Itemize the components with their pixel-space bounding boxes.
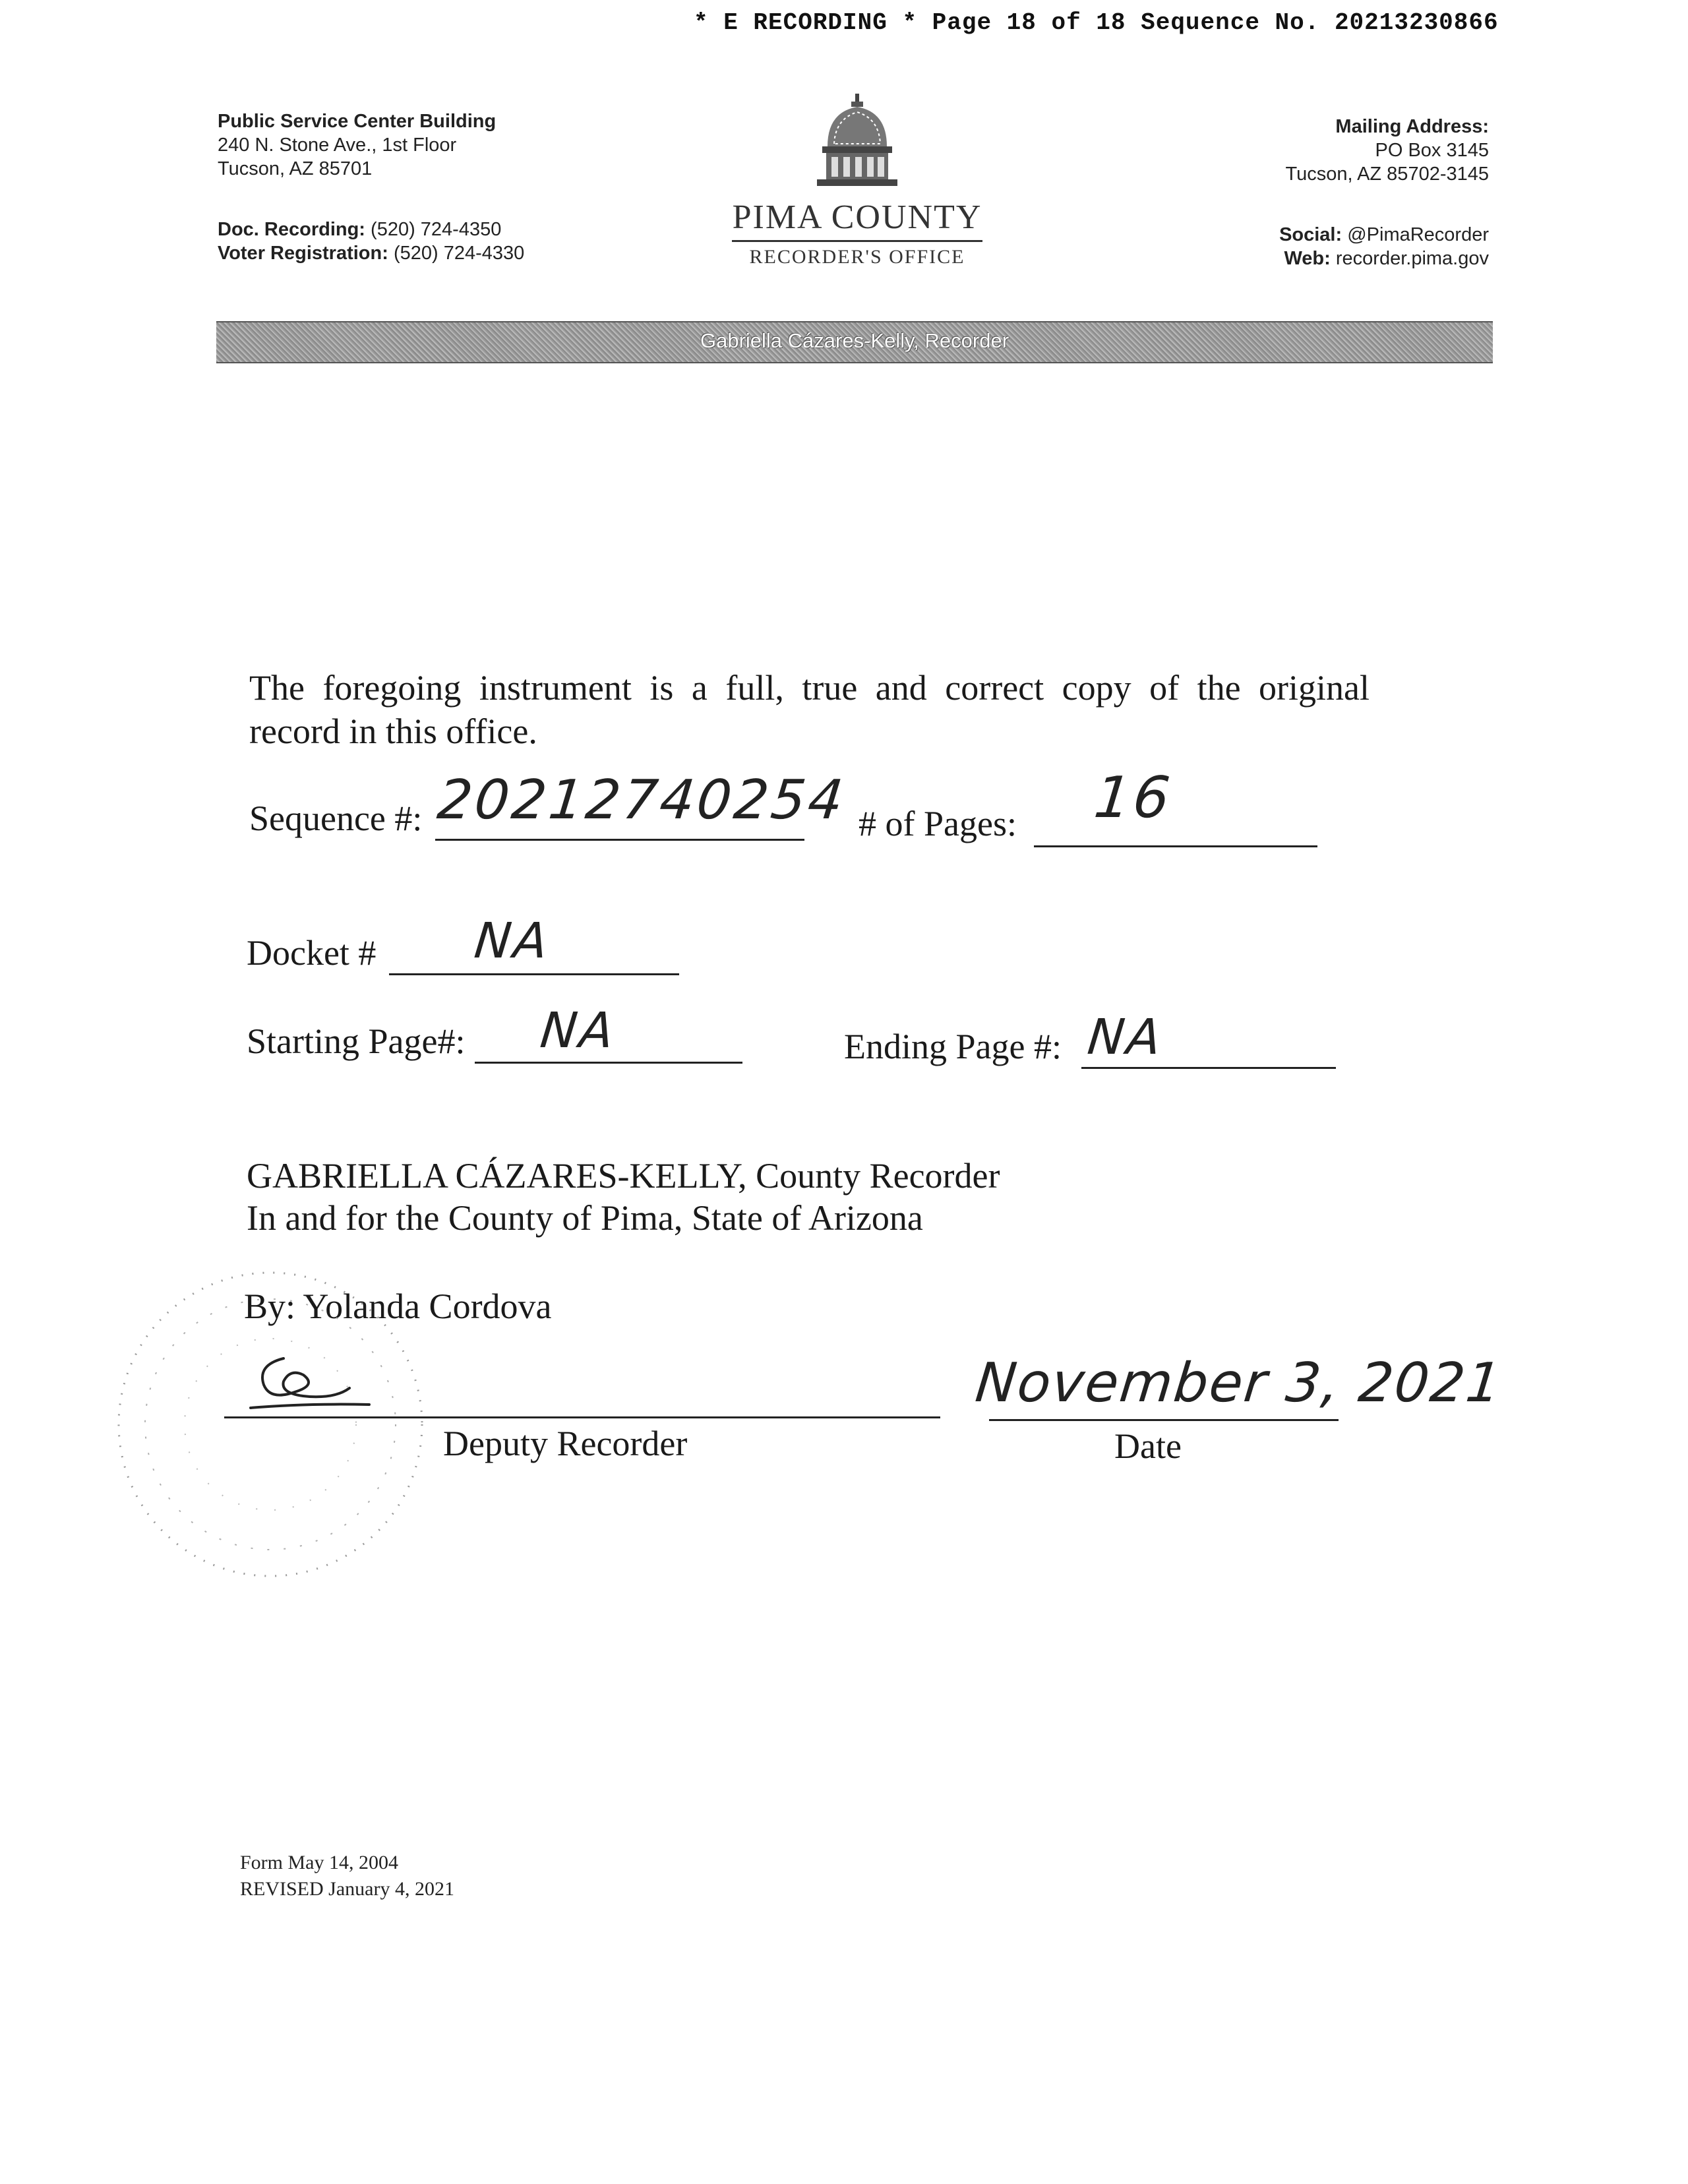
date-label: Date <box>1114 1426 1182 1466</box>
mailing-address <box>1286 115 1489 186</box>
web-address: recorder.pima.gov <box>1335 248 1489 269</box>
street-address: 240 N. Stone Ave., 1st Floor <box>218 135 457 156</box>
sequence-label: Sequence #: <box>249 799 423 838</box>
recorder-name: GABRIELLA CÁZARES-KELLY, County Recorder <box>247 1156 1000 1196</box>
po-box: PO Box 3145 <box>1375 140 1489 161</box>
logo-county-name: PIMA COUNTY <box>732 198 982 236</box>
ending-page-value: NA <box>1085 1009 1166 1066</box>
social-handle: @PimaRecorder <box>1347 224 1489 245</box>
office-phones <box>218 218 524 265</box>
sequence-value: 20212740254 <box>435 769 849 832</box>
date-line <box>989 1419 1339 1421</box>
doc-recording-label: Doc. Recording: <box>218 219 365 240</box>
pages-underline <box>1034 845 1317 847</box>
starting-page-label: Starting Page#: <box>247 1021 466 1061</box>
social-label: Social: <box>1279 224 1342 245</box>
sequence-underline <box>435 839 804 841</box>
docket-underline <box>389 973 679 975</box>
mailing-city: Tucson, AZ 85702-3145 <box>1285 164 1489 185</box>
docket-label: Docket # <box>247 933 377 973</box>
form-revised-date: REVISED January 4, 2021 <box>240 1878 454 1900</box>
form-date: Form May 14, 2004 <box>240 1852 398 1873</box>
embossed-seal-icon <box>99 1253 442 1596</box>
certification-text-line2: record in this office. <box>249 712 537 751</box>
logo-office-name: RECORDER'S OFFICE <box>749 246 965 268</box>
ending-page-label: Ending Page #: <box>844 1027 1062 1066</box>
deputy-signature-icon <box>237 1345 382 1418</box>
courthouse-dome-icon <box>808 92 907 198</box>
voter-registration-phone: (520) 724-4330 <box>393 243 525 264</box>
web-label: Web: <box>1284 248 1331 269</box>
recording-stamp: * E RECORDING * Page 18 of 18 Sequence No. 20213230866 <box>694 9 1499 36</box>
docket-value: NA <box>471 913 553 969</box>
banner-text: Gabriella Cázares-Kelly, Recorder <box>700 329 1010 352</box>
deputy-recorder-label: Deputy Recorder <box>443 1424 688 1463</box>
starting-page-underline <box>475 1062 742 1064</box>
pages-value: 16 <box>1091 765 1176 831</box>
building-name: Public Service Center Building <box>218 111 497 132</box>
voter-registration-label: Voter Registration: <box>218 243 388 264</box>
online-contacts <box>1279 223 1489 270</box>
signature-line <box>224 1416 940 1418</box>
pages-label: # of Pages: <box>859 804 1017 843</box>
mailing-label: Mailing Address: <box>1335 116 1489 137</box>
logo-divider <box>732 240 982 242</box>
date-value: November 3, 2021 <box>973 1352 1505 1414</box>
deputy-name: By: Yolanda Cordova <box>244 1287 552 1326</box>
pima-county-logo <box>725 92 989 268</box>
recorder-jurisdiction: In and for the County of Pima, State of Arizona <box>247 1198 923 1238</box>
certification-text-line1: The foregoing instrument is a full, true and correct copy of the original <box>249 668 1370 708</box>
starting-page-value: NA <box>537 1002 619 1059</box>
ending-page-underline <box>1081 1067 1336 1069</box>
office-address <box>218 109 496 181</box>
city-address: Tucson, AZ 85701 <box>218 158 373 179</box>
doc-recording-phone: (520) 724-4350 <box>371 219 502 240</box>
recorder-banner <box>216 321 1493 363</box>
